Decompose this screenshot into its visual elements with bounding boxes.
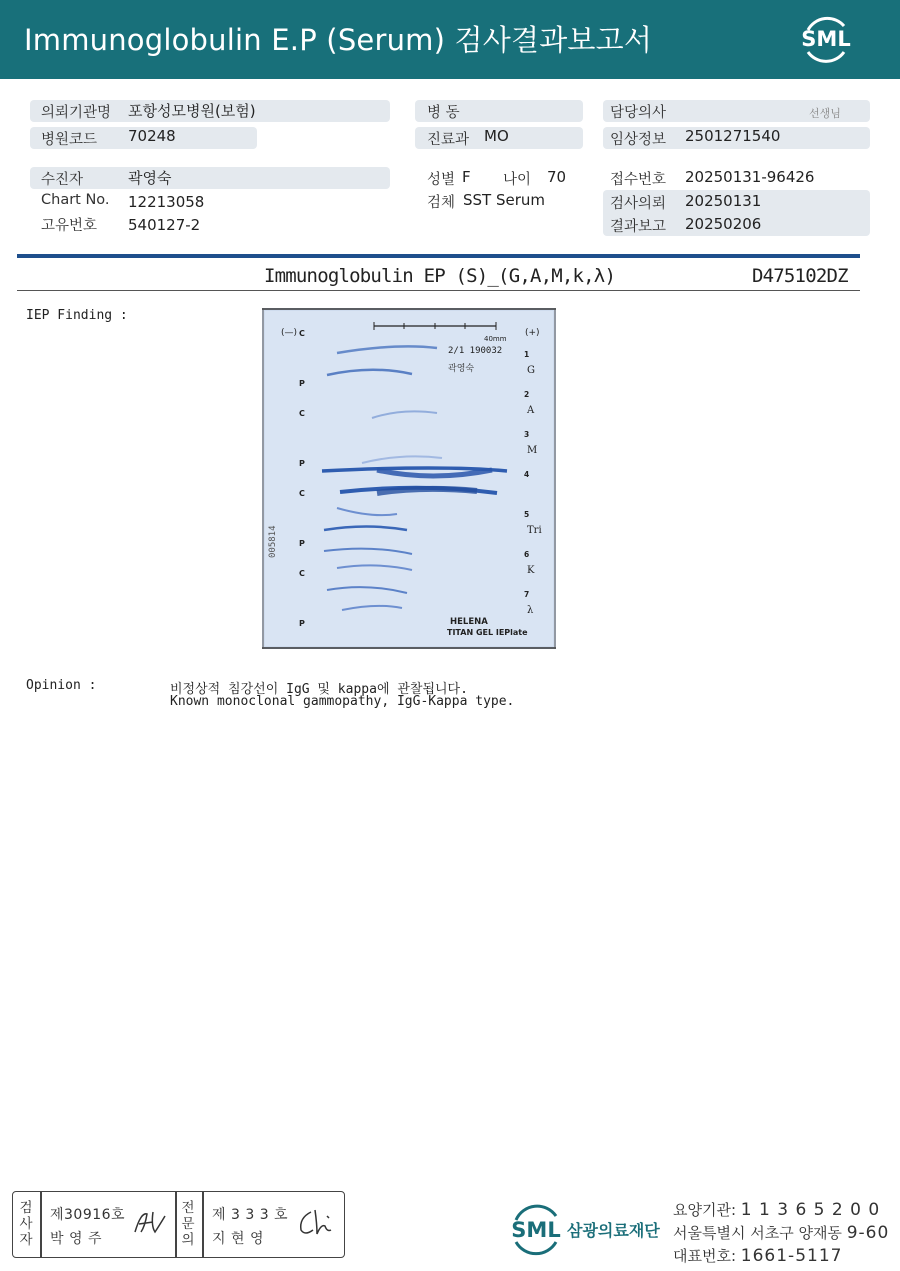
specimen-value: SST Serum [463,191,546,209]
gel-lane-letter: P [299,379,305,388]
gel-lane-number: 4 [524,470,530,479]
specialist-label: 전 문 의 [181,1200,195,1248]
patient-name: 곽영숙 [128,169,172,187]
gel-product: TITAN GEL IEPlate [447,628,528,637]
gel-lane-number: 2 [524,390,530,399]
gel-brand: HELENA [450,617,488,627]
gel-lane-number: 3 [524,430,530,439]
receipt-no-value: 20250131-96426 [685,168,815,186]
footer-phone: 대표번호: 1661-5117 [673,1246,843,1266]
gel-plus-label: (+) [525,328,540,338]
age-value: 70 [547,168,567,186]
request-date-value: 20250131 [685,192,762,210]
patient-label: 수진자 [41,172,84,188]
gel-lane-name: M [527,445,538,456]
gel-lane-name: Tri [527,525,542,536]
footer-brand: 삼광의료재단 [567,1221,660,1240]
hospital-code-label: 병원코드 [41,132,98,148]
gel-lane-number: 5 [524,510,530,519]
gel-lane-letter: P [299,619,305,628]
specialist-signature [295,1206,339,1240]
unique-no-value: 540127-2 [128,216,201,234]
patient-field [30,167,390,189]
department-label: 진료과 [427,132,470,148]
report-header [0,0,900,79]
gel-lane-number: 7 [524,590,530,599]
hospital-code-value: 70248 [128,127,176,145]
gel-lane-number: 6 [524,550,530,559]
title-underline [17,290,860,291]
footer-address: 서울특별시 서초구 양재동 9-60 [673,1223,890,1243]
ward-label: 병 동 [427,105,460,121]
gel-lane-name: A [527,405,535,416]
signature-box [12,1191,345,1258]
gel-lane-letter: P [299,459,305,468]
examiner-label: 검 사 자 [19,1200,33,1248]
gel-minus-label: (—) [281,328,298,338]
chart-no-value: 12213058 [128,193,205,211]
age-label: 나이 [503,172,532,188]
gel-lane-letter: P [299,539,305,548]
doctor-label: 담당의사 [610,105,667,121]
finding-label: IEP Finding : [26,308,128,323]
opinion-line-2: Known monoclonal gammopathy, IgG-Kappa type. [170,694,515,709]
section-divider [17,254,860,258]
opinion-line-1: 비정상적 침강선이 IgG 및 kappa에 관찰됩니다. [170,682,468,697]
gel-scale-label: 40mm [484,335,507,343]
report-date-value: 20250206 [685,215,762,233]
gel-lane-letter: C [299,569,305,578]
institution-value: 포항성모병원(보험) [128,102,256,120]
gel-sample-code: 2/1 190032 [448,346,503,356]
sml-logo: SML [798,12,854,66]
gel-lane-name: K [527,565,535,576]
request-date-label: 검사의뢰 [610,196,667,212]
gel-lane-letter: C [299,329,305,338]
department-value: MO [484,127,509,145]
specialist-name: 지 현 영 [212,1231,264,1247]
test-code: D475102DZ [752,265,848,287]
chart-no-label: Chart No. [41,192,110,208]
sex-label: 성별 [427,172,456,188]
specimen-label: 검체 [427,195,456,211]
footer-sml-logo [508,1200,564,1256]
receipt-no-label: 접수번호 [610,172,667,188]
sex-value: F [462,168,471,186]
gel-patient-name: 곽영숙 [448,364,475,374]
gel-lane-name: G [527,365,535,376]
footer-institution-code: 요양기관: 1 1 3 6 5 2 0 0 [673,1200,881,1220]
clinical-info-value: 2501271540 [685,127,781,145]
examiner-license: 제30916호 [50,1207,126,1223]
gel-lane-name: λ [527,605,534,616]
gel-lane-letter: C [299,489,305,498]
doctor-suffix: 선생님 [809,107,841,120]
report-title: Immunoglobulin E.P (Serum) 검사결과보고서 [24,23,653,57]
examiner-name: 박 영 주 [50,1231,102,1247]
iep-gel-image [262,308,556,649]
specialist-license: 제 3 3 3 호 [212,1207,289,1223]
unique-no-label: 고유번호 [41,218,98,234]
test-title: Immunoglobulin EP (S)_(G,A,M,k,λ) [264,265,616,287]
report-date-label: 결과보고 [610,219,667,235]
clinical-info-label: 임상정보 [610,132,667,148]
gel-lane-number: 1 [524,350,530,359]
svg-text:SML: SML [511,1218,561,1242]
gel-lane-letter: C [299,409,305,418]
institution-label: 의뢰기관명 [41,105,112,121]
gel-side-code: 005814 [268,525,278,558]
examiner-signature [131,1206,171,1240]
opinion-label: Opinion : [26,678,97,693]
